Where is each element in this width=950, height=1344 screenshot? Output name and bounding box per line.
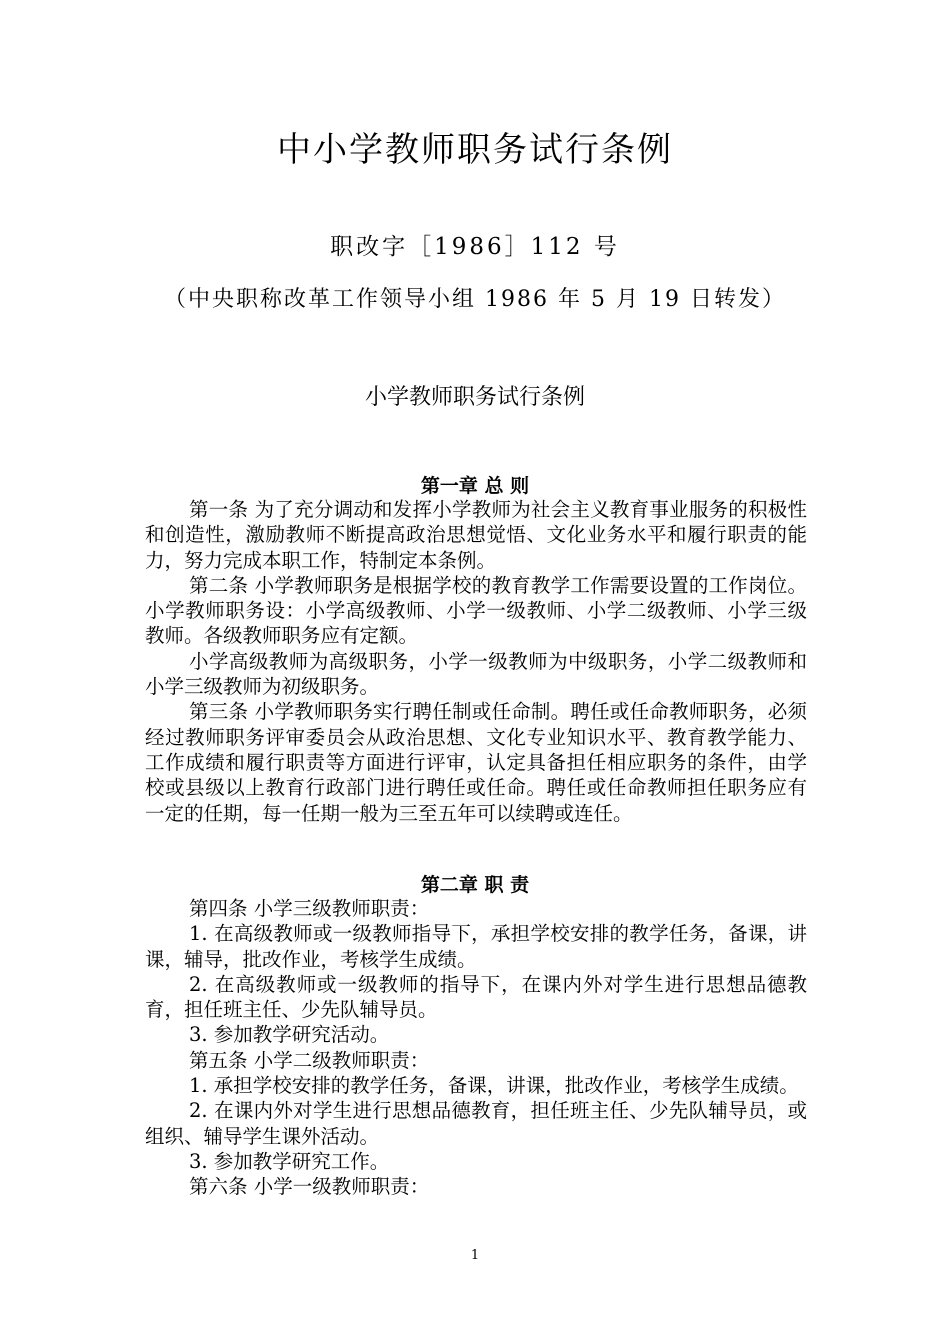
list-item: 1. 承担学校安排的教学任务，备课，讲课，批改作业，考核学生成绩。 [189,1074,799,1098]
article-3-paragraph: 第三条 小学教师职务实行聘任制或任命制。聘任或任命教师职务，必须经过教师职务评审委员会从政治思想、文化专业知识水平、教育教学能力、工作成绩和履行职责等方面进行评审，认定具备担任相应职务的条件，由学校或县级以上教育行政部门进行聘任或任命。聘任或任命教师担任职务应有一定的任期，每一任期一般为三至五年可以续聘或连任。 [145,700,807,825]
list-item: 1. 在高级教师或一级教师指导下，承担学校安排的教学任务，备课，讲课，辅导，批改作业，考核学生成绩。 [145,922,807,971]
document-number: 职改字［1986］112 号 [330,234,620,260]
article-6-paragraph: 第六条 小学一级教师职责： [189,1175,430,1199]
forward-note: （中央职称改革工作领导小组 1986 年 5 月 19 日转发） [164,287,786,312]
article-4-paragraph: 第四条 小学三级教师职责： [189,897,430,920]
list-item: 3. 参加教学研究工作。 [189,1149,390,1173]
list-item: 2. 在课内外对学生进行思想品德教育，担任班主任、少先队辅导员，或组织、辅导学生课外活动。 [145,1099,807,1148]
section-title: 小学教师职务试行条例 [364,385,585,410]
page-number: 1 [470,1248,480,1263]
article-5-paragraph: 第五条 小学二级教师职责： [189,1048,430,1072]
article-1-paragraph: 第一条 为了充分调动和发挥小学教师为社会主义教育事业服务的积极性和创造性，激励教师不断提高政治思想觉悟、文化业务水平和履行职责的能力，努力完成本职工作，特制定本条例。 [145,498,807,572]
chapter-1-body [145,497,807,826]
list-item: 3. 参加教学研究活动。 [189,1023,390,1047]
chapter-1-heading: 第一章 总 则 [420,475,530,497]
article-2-continuation: 小学高级教师为高级职务，小学一级教师为中级职务，小学二级教师和小学三级教师为初级职务。 [145,649,807,699]
chapter-2-heading: 第二章 职 责 [420,874,530,896]
article-2-paragraph: 第二条 小学教师职务是根据学校的教育教学工作需要设置的工作岗位。小学教师职务设：小学高级教师、小学一级教师、小学二级教师、小学三级教师。各级教师职务应有定额。 [145,573,807,648]
list-item: 2. 在高级教师或一级教师的指导下，在课内外对学生进行思想品德教育，担任班主任、少先队辅导员。 [145,972,807,1022]
chapter-2-body [145,896,807,1200]
document-title: 中小学教师职务试行条例 [277,130,673,170]
